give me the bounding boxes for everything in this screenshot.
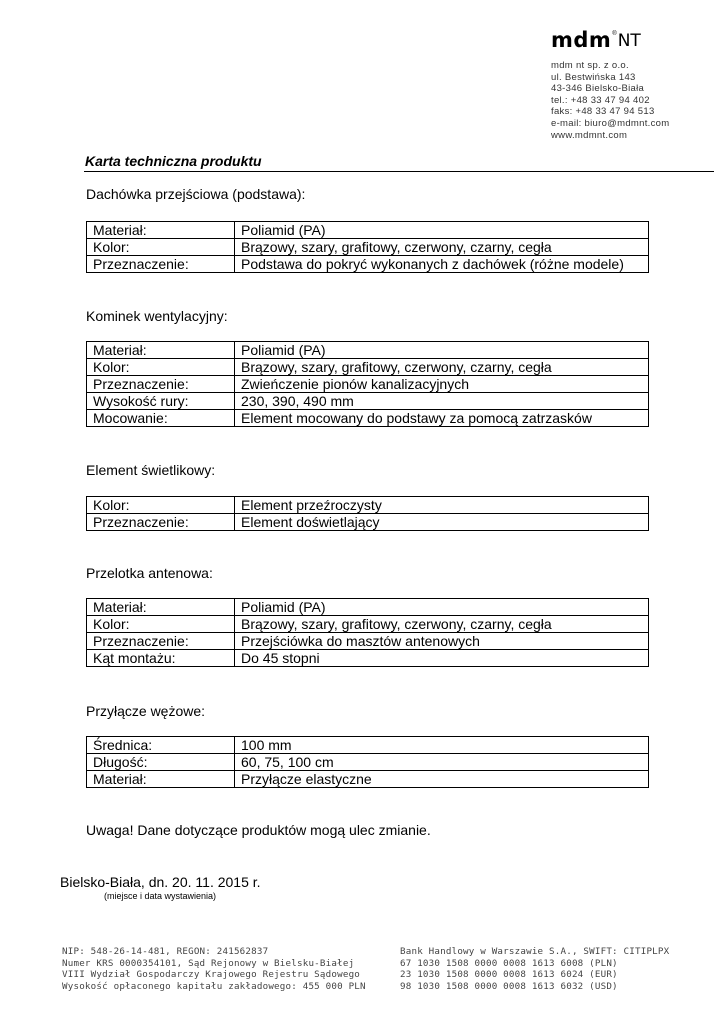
table-row bbox=[87, 497, 649, 514]
footer-line: 98 1030 1508 0000 0008 1613 6032 (USD) bbox=[400, 981, 618, 993]
spec-table bbox=[86, 496, 649, 531]
table-row bbox=[87, 754, 649, 771]
spec-value: Przyłącze elastyczne bbox=[235, 771, 649, 788]
table-row bbox=[87, 737, 649, 754]
spec-key: Przeznaczenie: bbox=[87, 256, 235, 273]
spec-value: Zwieńczenie pionów kanalizacyjnych bbox=[235, 376, 649, 393]
address-website: www.mdmnt.com bbox=[551, 129, 628, 141]
address-email: e-mail: biuro@mdmnt.com bbox=[551, 117, 670, 129]
table-row bbox=[87, 514, 649, 531]
table-row bbox=[87, 256, 649, 273]
place-and-date: Bielsko-Biała, dn. 20. 11. 2015 r. bbox=[60, 874, 261, 890]
table-row bbox=[87, 239, 649, 256]
footer-company-registration bbox=[62, 946, 366, 993]
footer-line: Wysokość opłaconego kapitału zakładowego: 455 000 PLN bbox=[62, 981, 366, 993]
spec-key: Przeznaczenie: bbox=[87, 514, 235, 531]
spec-key: Materiał: bbox=[87, 771, 235, 788]
table-row bbox=[87, 650, 649, 667]
address-fax: faks: +48 33 47 94 513 bbox=[551, 106, 655, 118]
spec-key: Materiał: bbox=[87, 222, 235, 239]
spec-value: 100 mm bbox=[235, 737, 649, 754]
footer-bank-details bbox=[400, 946, 669, 993]
spec-value: Poliamid (PA) bbox=[235, 342, 649, 359]
section-heading: Przelotka antenowa: bbox=[86, 565, 213, 581]
spec-key: Średnica: bbox=[87, 737, 235, 754]
footer-line: VIII Wydział Gospodarczy Krajowego Rejestru Sądowego bbox=[62, 969, 361, 981]
footer-line: 67 1030 1508 0000 0008 1613 6008 (PLN) bbox=[400, 957, 618, 969]
table-row bbox=[87, 616, 649, 633]
spec-value: Element przeźroczysty bbox=[235, 497, 649, 514]
spec-value: Element doświetlający bbox=[235, 514, 649, 531]
document-title: Karta techniczna produktu bbox=[85, 153, 262, 169]
table-row bbox=[87, 771, 649, 788]
spec-key: Kolor: bbox=[87, 497, 235, 514]
footer-line: NIP: 548-26-14-481, REGON: 241562837 bbox=[62, 946, 269, 957]
title-divider bbox=[84, 171, 714, 172]
section-heading: Kominek wentylacyjny: bbox=[86, 308, 228, 324]
footer-line: Bank Handlowy w Warszawie S.A., SWIFT: CITIPLPX bbox=[400, 946, 670, 957]
spec-value: 60, 75, 100 cm bbox=[235, 754, 649, 771]
footer-line: 23 1030 1508 0000 0008 1613 6024 (EUR) bbox=[400, 969, 618, 981]
spec-value: Poliamid (PA) bbox=[235, 599, 649, 616]
table-row bbox=[87, 633, 649, 650]
table-row bbox=[87, 342, 649, 359]
place-and-date-caption: (miejsce i data wystawienia) bbox=[104, 891, 217, 901]
section-heading: Przyłącze wężowe: bbox=[86, 703, 206, 719]
spec-key: Przeznaczenie: bbox=[87, 633, 235, 650]
spec-value: Poliamid (PA) bbox=[235, 222, 649, 239]
address-phone: tel.: +48 33 47 94 402 bbox=[551, 94, 650, 106]
logo-suffix: NT bbox=[617, 31, 641, 51]
spec-key: Kolor: bbox=[87, 616, 235, 633]
table-row bbox=[87, 410, 649, 427]
footer-line: Numer KRS 0000354101, Sąd Rejonowy w Bielsku-Białej bbox=[62, 957, 355, 969]
spec-table bbox=[86, 341, 649, 427]
table-row bbox=[87, 599, 649, 616]
spec-table bbox=[86, 736, 649, 788]
logo-registered-mark: ® bbox=[612, 31, 617, 37]
table-row bbox=[87, 359, 649, 376]
spec-key: Długość: bbox=[87, 754, 235, 771]
spec-key: Kąt montażu: bbox=[87, 650, 235, 667]
address-name: mdm nt sp. z o.o. bbox=[551, 60, 629, 71]
table-row bbox=[87, 222, 649, 239]
spec-key: Kolor: bbox=[87, 359, 235, 376]
section-heading: Dachówka przejściowa (podstawa): bbox=[86, 186, 306, 202]
spec-value: Przejściówka do masztów antenowych bbox=[235, 633, 649, 650]
spec-value: Element mocowany do podstawy za pomocą zatrzasków bbox=[235, 410, 649, 427]
spec-key: Wysokość rury: bbox=[87, 393, 235, 410]
company-address bbox=[551, 60, 669, 141]
spec-value: Podstawa do pokryć wykonanych z dachówek (różne modele) bbox=[235, 256, 649, 273]
address-city: 43-346 Bielsko-Biała bbox=[551, 83, 645, 95]
spec-key: Materiał: bbox=[87, 342, 235, 359]
change-notice: Uwaga! Dane dotyczące produktów mogą ulec zmianie. bbox=[86, 822, 431, 838]
company-logo bbox=[551, 28, 641, 50]
spec-value: Brązowy, szary, grafitowy, czerwony, czarny, cegła bbox=[235, 239, 649, 256]
spec-value: Do 45 stopni bbox=[235, 650, 649, 667]
spec-value: 230, 390, 490 mm bbox=[235, 393, 649, 410]
logo-mark: mdm bbox=[551, 28, 612, 52]
spec-key: Materiał: bbox=[87, 599, 235, 616]
spec-key: Mocowanie: bbox=[87, 410, 235, 427]
spec-table bbox=[86, 221, 649, 273]
address-street: ul. Bestwińska 143 bbox=[551, 71, 636, 83]
spec-value: Brązowy, szary, grafitowy, czerwony, czarny, cegła bbox=[235, 359, 649, 376]
spec-key: Przeznaczenie: bbox=[87, 376, 235, 393]
spec-value: Brązowy, szary, grafitowy, czerwony, czarny, cegła bbox=[235, 616, 649, 633]
table-row bbox=[87, 376, 649, 393]
section-heading: Element świetlikowy: bbox=[86, 462, 216, 478]
spec-key: Kolor: bbox=[87, 239, 235, 256]
table-row bbox=[87, 393, 649, 410]
spec-table bbox=[86, 598, 649, 667]
